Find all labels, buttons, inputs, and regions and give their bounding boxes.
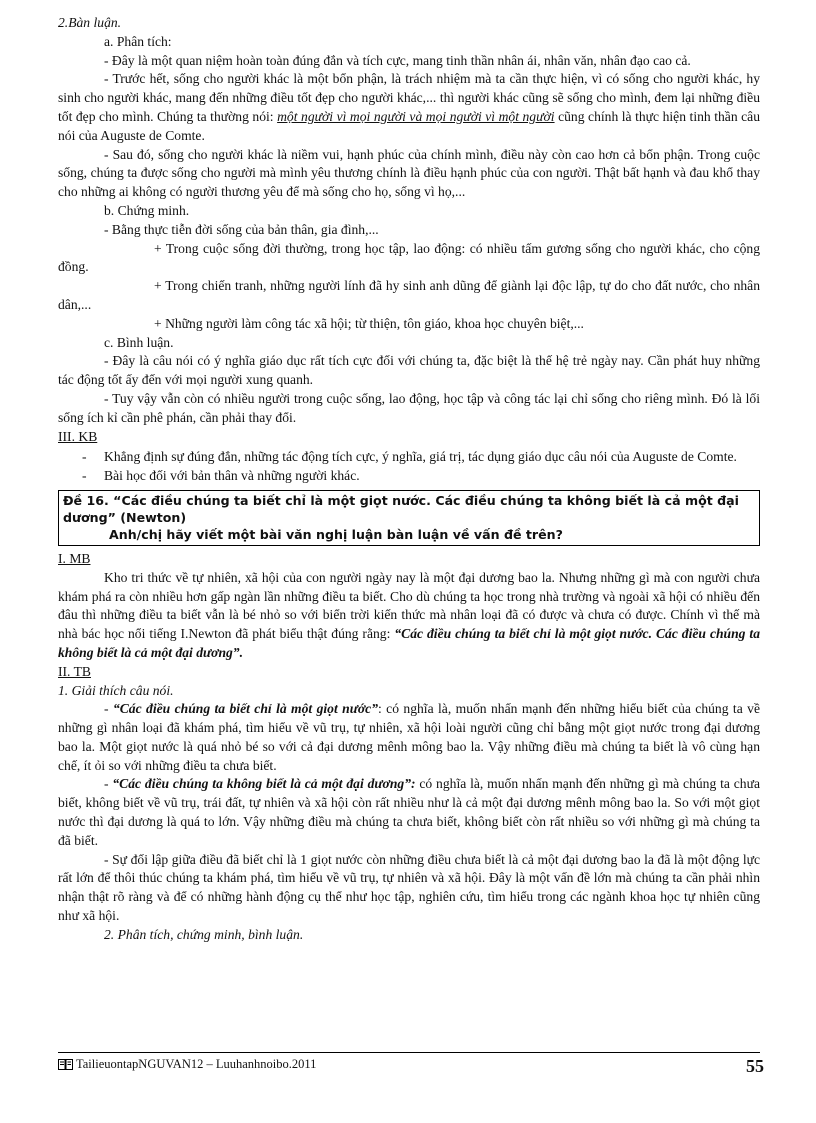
de-16-title: Đề 16. “Các điều chúng ta biết chỉ là một giọt nước. Các điều chúng ta không biết là cả một đại dương” (Newton) [63, 492, 739, 525]
quote-text: “Các điều chúng ta không biết là cả một đại dương”: [112, 776, 416, 792]
paragraph: - Đây là câu nói có ý nghĩa giáo dục rất tích cực đối với chúng ta, đặc biệt là thế hệ trẻ ngày nay. Cần phát huy những tác động tốt ấy đến với mọi người xung quanh. [58, 353, 760, 388]
kb-heading: III. KB [58, 428, 98, 444]
quote-text: một người vì mọi người và mọi người vì một người [277, 108, 555, 124]
text: có nghĩa là, muốn nhấn mạnh đến những gì mà chúng ta chưa biết, không biết về vũ trụ, trái đất, tự nhiên và xã hội còn rất nhiều như là cả một đại dương mênh mông bao la. So với một giọt nước thì đại dương là quá to lớn. Vậy những điều mà chúng ta chưa biết, không biết còn rất nhiều so với những gì mà chúng ta đã biết. [58, 776, 760, 848]
paragraph [58, 569, 760, 663]
book-icon [58, 1059, 73, 1070]
text: cũng chính là thực hiện tinh thần câu nói của Auguste de Comte. [58, 108, 761, 143]
text: - Trước hết, sống cho người khác là một bổn phận, là trách nhiệm mà ta cần thực hiện, vì có sống cho người khác, hy sinh cho người khác, mang đến những điều tốt đẹp cho người khác,... thì người khác cũng sẽ sống cho mình, đem lại những điều tốt đẹp cho mình. Chúng ta thường nói: [58, 71, 760, 124]
paragraph: - Sau đó, sống cho người khác là niềm vui, hạnh phúc của chính mình, điều này còn cao hơn cả bổn phận. Trong cuộc sống, chúng ta được sống cho người mà mình yêu thương chính là điều hạnh phúc của con người. Thật bất hạnh và đau khổ thay cho những ai không có người thương yêu để mà sống cho họ, sống vì họ,... [58, 146, 760, 200]
mb-heading: I. MB [58, 550, 91, 566]
kb-list [58, 448, 760, 486]
quote-text: “Các điều chúng ta biết chỉ là một giọt nước. Các điều chúng ta không biết là cả một đại dương”. [58, 626, 760, 660]
tb-subheading: 1. Giải thích câu nói. [58, 682, 174, 698]
chung-minh-heading: b. Chứng minh. [104, 202, 190, 218]
document-page [58, 14, 760, 945]
page-number: 55 [746, 1056, 764, 1076]
list-item: - Khẳng định sự đúng đắn, những tác động tích cực, ý nghĩa, giá trị, tác dụng giáo dục câu nói của Auguste de Comte. [58, 448, 760, 467]
paragraph: - Bằng thực tiễn đời sống của bản thân, gia đình,... [104, 221, 379, 237]
footer-source [58, 1057, 316, 1072]
paragraph: - Đây là một quan niệm hoàn toàn đúng đắn và tích cực, mang tinh thần nhân ái, nhân văn, nhân đạo cao cả. [104, 52, 691, 68]
footer-text: TailieuontapNGUVAN12 – Luuhanhnoibo.2011 [76, 1057, 317, 1071]
de-16-box [58, 490, 760, 546]
text: - [104, 776, 113, 792]
de-16-prompt: Anh/chị hãy viết một bài văn nghị luận bàn luận về vấn đề trên? [109, 526, 563, 542]
page-footer [58, 1052, 764, 1079]
list-item: + Trong cuộc sống đời thường, trong học tập, lao động: có nhiều tấm gương sống cho người khác, cho cộng đồng. [58, 240, 760, 275]
paragraph: - Tuy vậy vẫn còn có nhiều người trong cuộc sống, lao động, học tập và công tác lại chỉ sống cho riêng mình. Đó là lối sống ích kỉ cần phê phán, cần phải thay đổi. [58, 390, 760, 425]
paragraph [58, 775, 760, 850]
paragraph: - Sự đối lập giữa điều đã biết chỉ là 1 giọt nước còn những điều chưa biết là cả một đại dương bao la đã là một động lực rất lớn để thôi thúc chúng ta khám phá, tìm hiểu về vũ trụ, tự nhiên và xã hội. Đây là một vấn đề lớn mà chúng ta cần phải nhìn nhận thật rõ ràng và để có những hành động cụ thể như học tập, nghiên cứu, tìm hiểu trong các ngành khoa học tự nhiên cũng như xã hội. [58, 851, 760, 924]
text: : có nghĩa là, muốn nhấn mạnh đến những hiểu biết của chúng ta về những gì nhân loại đã khám phá, tìm hiểu về vũ trụ, tự nhiên, xã hội loài người cũng chỉ bằng một giọt nước trong đại dương bao la. Một giọt nước là quá nhỏ bé so với cả đại dương mênh mông bao la. Vậy những điều mà chúng ta biết là vô cùng hạn chế, ít ỏi so với những điều ta chưa biết. [58, 701, 760, 773]
tb-heading: II. TB [58, 663, 91, 679]
section-heading-ban-luan: 2.Bàn luận. [58, 15, 122, 30]
list-item: - Bài học đối với bản thân và những người khác. [58, 467, 760, 486]
binh-luan-heading: c. Bình luận. [104, 334, 174, 350]
paragraph [58, 700, 760, 775]
list-item: + Trong chiến tranh, những người lính đã hy sinh anh dũng để giành lại độc lập, tự do cho đất nước, cho nhân dân,... [58, 278, 760, 312]
text: - [104, 701, 113, 717]
quote-text: “Các điều chúng ta biết chỉ là một giọt nước” [112, 701, 378, 717]
tb-subheading: 2. Phân tích, chứng minh, bình luận. [104, 926, 304, 942]
text: Kho tri thức về tự nhiên, xã hội của con người ngày nay là một đại dương bao la. Nhưng những gì mà con người chưa khám phá ra còn nhiều hơn gấp ngàn lần những điều ta biết. Cho dù chúng ta học trong nhà trường và ngoài xã hội có nhiều đến đâu thì những điều ta biết vẫn là bé nhỏ so với biển trời kiến thức mà nhân loại đã có được và chưa có được. Chính vì thế mà nhà bác học nổi tiếng I.Newton đã phát biểu thật đúng rằng: [58, 569, 760, 642]
phan-tich-heading: a. Phân tích: [104, 33, 172, 49]
paragraph [58, 70, 760, 145]
list-item: + Những người làm công tác xã hội; từ thiện, tôn giáo, khoa học chuyên biệt,... [154, 315, 584, 331]
